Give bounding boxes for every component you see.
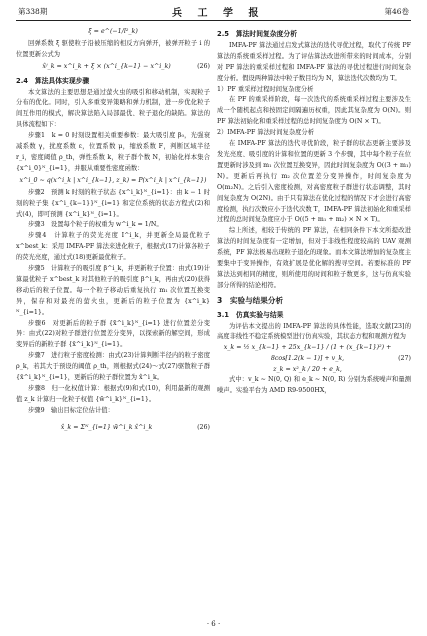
paragraph-complexity-intro: IMFA-PF 算法通过启发式算法的迭代寻优过程，取代了传统 PF 算法的系统重采样过程。为了评估算法改进所带来的时间成本，分别对 PF 算法的重采样过程和 IMFA-PF 算法的寻优过程进行时间复杂度分析。假设两种算法中粒子数目均为 N，算法迭代次数均为 T。 (217, 41, 411, 82)
equation-26-number: (26) (197, 62, 210, 70)
section-2-4-title: 2.4 算法具体实现步骤 (16, 76, 90, 85)
right-column (217, 26, 411, 397)
journal-title: 兵 工 学 报 (172, 8, 265, 19)
header-rule (16, 20, 411, 21)
left-column (16, 26, 210, 441)
paragraph-summary: 综上所述，相较于传统的 PF 算法，在相同条件下本文所提改进算法的时间复杂度有一定增加，但对于非线性程度较高的 UAV 观测系统，PF 算法极易出现粒子退化的现象。而本文算法增加的复杂度主要集中于变异操作，有效扩展是优化解的搜寻空间。若要标准的 PF 算法达到相同的精度，则所使用的时间和粒子数更多，这与仿真实验部分所得的结论相符。 (217, 227, 411, 289)
paragraph-noise: 式中：v_k ~ N(0, Q) 和 e_k ~ N(0, R) 分别为系统噪声和量测噪声。实验平台为 AMD R9-9500HX， (217, 376, 411, 395)
step-5: 步骤5 计算粒子的吸引度 β^i_k，并更新粒子位置：由式(19)计算最优粒子 x^best_k 对其他粒子的吸引度 β^i_k，再由式(20)获得移动后的粒子位置。每一个粒子移动后重复执行 m₁ 次位置互换变异，保存和对最亮的萤火虫，更新后的粒子位置为 {x^i_k}ᴺ_{i=1}。 (16, 265, 210, 316)
step-1: 步骤1 k = 0 时刻设置相关重要参数：最大吸引度 β₀，光强衰减系数 γ，扰度系数 ε，位置系数 μ，缩放系数 F，判断区域半径 r_i，密度阈值 ρ_th，弹性系数 k，粒子群个数 N，初始化样本集合 {x^i_0}ᴺ_{i=1}，并服从重要性密度函数： (16, 132, 210, 172)
issue-label: 第338期 (18, 7, 48, 16)
paragraph-simulation: 为评估本文提出的 IMFA-PF 算法的具体性能，选取文献[23]的高度非线性不稳定系统模型进行仿真实验，其状态方程和观测方程为 (217, 322, 411, 341)
equation-output (16, 418, 210, 440)
paragraph-main-idea: 本文算法的主要思想是通过萤火虫的吸引和移动机制，实现粒子分布的优化。同时，引入多重变异策略和弹力机制，进一步优化粒子间互作用的模式，解决算法陷入局部最优、粒子退化的缺陷。算法的具体流程如下： (16, 88, 210, 129)
step-3: 步骤3 设置每个粒子的权重为 w^i_k = 1/N。 (28, 221, 163, 229)
step-9: 步骤9 输出目标定位估计值： (28, 406, 114, 414)
equation-26-formula: x̂ʲ_k = x^i_k + ξ × (x^i_{k−1} − x^i_k) (42, 62, 171, 70)
volume-label: 第46卷 (384, 7, 409, 16)
step-7: 步骤7 进行粒子密度检测：由式(23)计算判断半径内的粒子密度 ρ_k，若其大于预设的阈值 ρ_th，则根据式(24)～式(27)驱散粒子群 {x̄^i_k}ᴺ_{i=1}，更新后的粒子群位置为 x̂^i_k。 (16, 352, 210, 382)
section-2-5-title: 2.5 算法时间复杂度分析 (217, 30, 298, 38)
section-3-title: 3 实验与结果分析 (217, 295, 284, 305)
equation-output-number: (26) (197, 424, 210, 432)
equation-prior-formula: x^i_0 ~ q(x^i_k | x^i_{k−1}, z_k) = P(x^i_k | x^i_{k−1}) (19, 176, 207, 184)
equation-27 (217, 344, 411, 374)
step-6: 步骤6 对更新后的粒子群 {x̃^i_k}ᴺ_{i=1} 进行位置差分变异：由式(22)对粒子群进行位置差分变异，以探索新的解空间，形成变异后的新粒子群 {x̄^i_k}ᴺ_{i=1}。 (16, 319, 210, 349)
subheading-pf: 1）PF 重采样过程时间复杂度分析 (217, 85, 314, 93)
page-number: · 6 · (206, 620, 221, 628)
equation-prior (16, 176, 210, 187)
step-2: 步骤2 预测 k 时刻的粒子状态 {x^i_k}ᴺ_{i=1}：由 k − 1 时刻的粒子集 {x^i_{k−1}}ᴺ_{i=1} 和定位系统的状态方程式(2)和式(4)，即可预测 {x^i_k}ᴺ_{i=1}。 (16, 188, 210, 218)
equation-27-observation: z_k = x²_k / 20 + e_k, (273, 365, 342, 373)
equation-26 (16, 62, 210, 73)
step-4: 步骤4 计算粒子的荧光亮度 I^i_k，并更新全局最优粒子 x^best_k：采用 IMFA-PF 算法来进化粒子，根据式(17)计算各粒子的荧光亮度，通过式(18)更新最优粒子。 (16, 232, 210, 262)
paragraph-imfa-complexity: 在 IMFA-PF 算法的迭代寻优阶段，粒子群的状态更新主要涉及发光亮度、吸引度的计算和位置的更新 3 个步骤，其中每个粒子在位置更新时涉及到 m₁ 次位置互换变异，因此时间复杂度为 O((3 + m₁) N)。更新后再执行 m₂ 次位置差分变异操作，时间复杂度为 O(m₂N)。之后引入密度检测，对高密度粒子群进行状态调整，其时间复杂度为 O(2N)。由于只有算法在优化过程的情况下才会进行高密度检测，执行次数应小于迭代次数 T，IMFA-PF 算法初始化和重采样过程的总时间复杂度应小于 O((5 + m₁ + m₂) × N × T)。 (217, 140, 411, 224)
page-header (0, 0, 427, 22)
subheading-imfa-pf: 2）IMFA-PF 算法时间复杂度分析 (217, 129, 315, 137)
paragraph-rebound: 回弹系数 ξ 驱使粒子沿被压缩的相反方向弹开，被弹开粒子 i 的位置更新公式为 (16, 39, 210, 58)
equation-25 (16, 27, 210, 38)
equation-27-state: x_k = ½ x_{k−1} + 25x_{k−1} / (1 + (x_{k−1})²) + 8cos[1.2(k − 1)] + v_k, (223, 344, 392, 362)
equation-27-body (217, 343, 398, 376)
equation-25-formula: ξ = e^(−1/l²_k) (88, 28, 138, 35)
equation-output-formula: x̂_k = Σᴺ_{i=1} w̃^i_k x̂^i_k (60, 424, 153, 432)
step-8: 步骤8 归一化权值计算：根据式(9)和式(10)，利用最新的观测值 z_k 计算归一化粒子权值 {w̃^i_k}ᴺ_{i=1}。 (16, 385, 210, 403)
paragraph-pf-complexity: 在 PF 的重采样阶段，每一次迭代的系统重采样过程主要涉及生成一个随机起点和按固定间隔遍历权重，因此其复杂度为 O(N)。则 PF 算法初始化和重采样过程的总时间复杂度为 O(N × T)。 (217, 96, 411, 126)
equation-27-number: (27) (398, 354, 411, 362)
section-3-1-title: 3.1 仿真实验与结果 (217, 310, 284, 319)
